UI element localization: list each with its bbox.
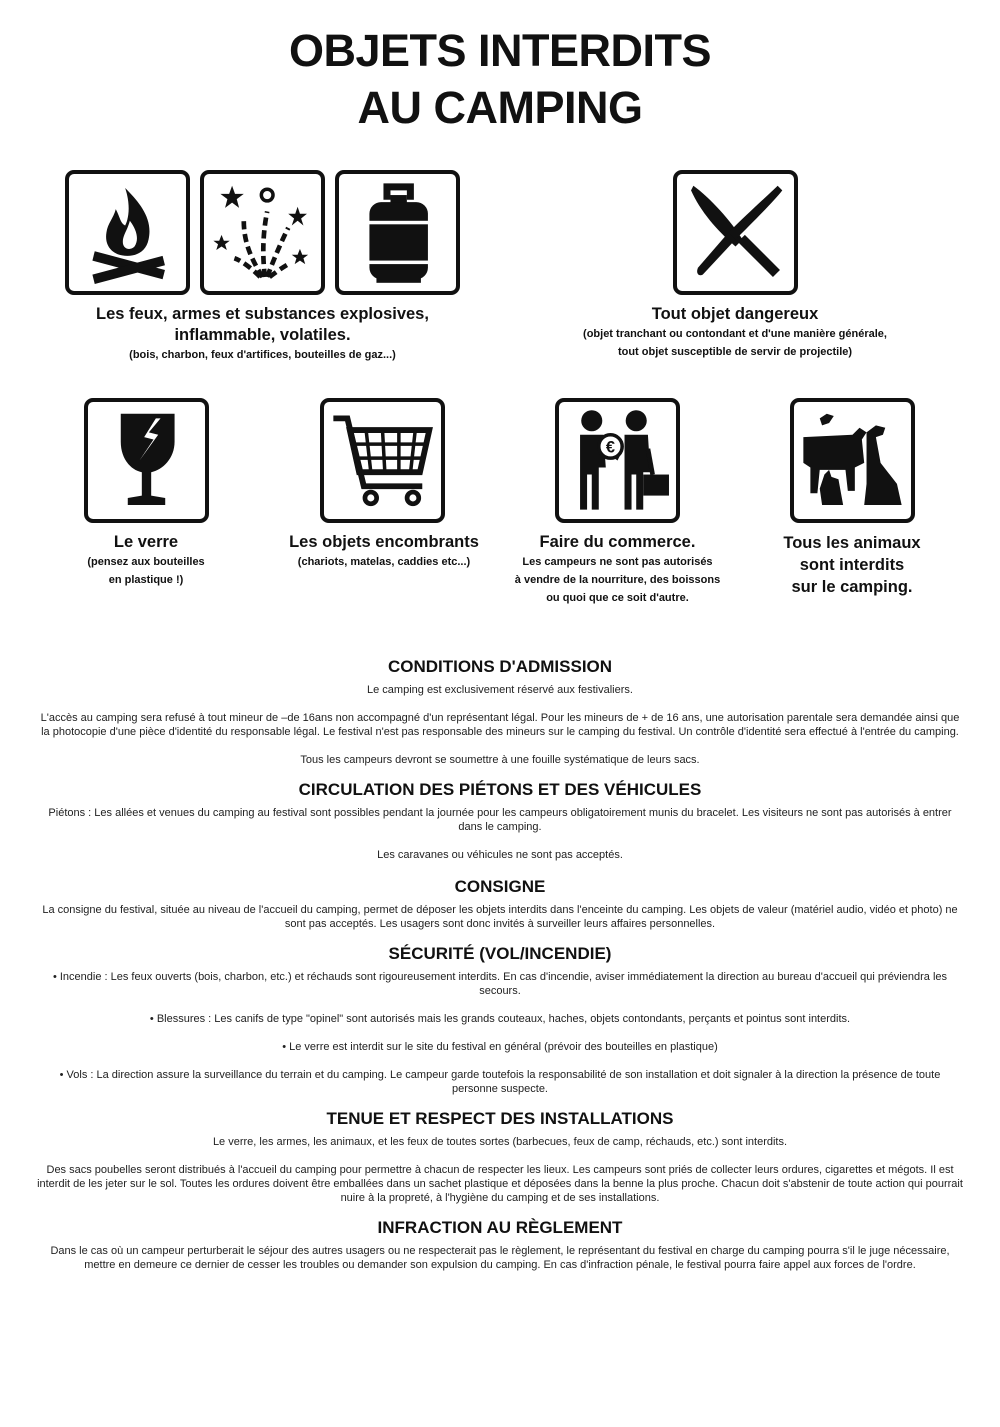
caption-feux [40, 304, 485, 364]
caption-commerce-sub3: ou quoi que ce soit d'autre. [546, 592, 689, 604]
gas-bottle-icon [335, 170, 460, 295]
caption-verre-sub1: (pensez aux bouteilles [87, 556, 205, 568]
caption-encombrants-sub: (chariots, matelas, caddies etc...) [297, 556, 471, 568]
shopping-cart-icon [320, 398, 445, 523]
caption-dangereux [535, 304, 935, 361]
caption-commerce [495, 532, 740, 607]
caption-dangereux-title: Tout objet dangereux [651, 305, 819, 323]
admission-p1: Le camping est exclusivement réservé aux festivaliers. [367, 684, 633, 696]
section-heading-securite: SÉCURITÉ (VOL/INCENDIE) [388, 944, 612, 963]
page-title [0, 22, 1000, 136]
caption-animaux-line2: sont interdits [799, 556, 905, 574]
caption-dangereux-sub1: (objet tranchant ou contondant et d'une manière générale, [583, 328, 887, 340]
caption-encombrants-title: Les objets encombrants [289, 533, 479, 551]
tenue-p1: Le verre, les armes, les animaux, et les feux de toutes sortes (barbecues, feux de camp, réchauds, etc.) sont interdits. [212, 1136, 788, 1148]
securite-p1: • Incendie : Les feux ouverts (bois, charbon, etc.) et réchauds sont rigoureusement interdits. En cas d'incendie, aviser immédiatement la direction au bureau d'accueil qui préviendra les secours. [52, 971, 948, 997]
section-heading-circulation: CIRCULATION DES PIÉTONS ET DES VÉHICULES [298, 780, 702, 799]
section-heading-consigne: CONSIGNE [454, 877, 546, 896]
caption-encombrants [264, 532, 504, 571]
caption-commerce-sub1: Les campeurs ne sont pas autorisés [522, 556, 713, 568]
caption-verre-sub2: en plastique !) [108, 574, 184, 586]
caption-animaux-line3: sur le camping. [791, 578, 913, 596]
page-title-line2: AU CAMPING [357, 82, 643, 133]
section-heading-tenue: TENUE ET RESPECT DES INSTALLATIONS [326, 1109, 674, 1128]
caption-animaux-line1: Tous les animaux [783, 534, 921, 552]
circulation-p1: Piétons : Les allées et venues du camping au festival sont possibles pendant la journée pour les campeurs obligatoirement munis du bracelet. Les visiteurs ne sont pas autorisés à entrer dans le camping. [48, 807, 952, 833]
consigne-p1: La consigne du festival, située au niveau de l'accueil du camping, permet de déposer les objets interdits dans l'enceinte du camping. Les objets de valeur (matériel audio, vidéo et photo) ne sont pas acceptés. Les usagers sont donc invités à surveiller leurs affaires personnelles. [42, 904, 958, 930]
fireworks-icon [200, 170, 325, 295]
caption-feux-sub: (bois, charbon, feux d'artifices, bouteilles de gaz...) [129, 349, 396, 361]
securite-p4: • Vols : La direction assure la surveillance du terrain et du camping. Le campeur garde toutefois la responsabilité de son installation et doit signaler à la direction la présence de toute personne suspecte. [59, 1069, 941, 1095]
page-title-line1: OBJETS INTERDITS [288, 25, 712, 76]
caption-animaux [752, 532, 952, 598]
infraction-p1: Dans le cas où un campeur perturberait le séjour des autres usagers ou ne respecterait pas le règlement, le représentant du festival en charge du camping pourra s'il le juge nécessaire, mettre en demeure ce dernier de cesser les troubles ou demander son expulsion du camping. En cas d'infraction pénale, le festival pourra faire appel aux forces de l'ordre. [50, 1245, 950, 1271]
commerce-icon [555, 398, 680, 523]
fire-icon [65, 170, 190, 295]
section-heading-admission: CONDITIONS D'ADMISSION [387, 657, 613, 676]
caption-commerce-sub2: à vendre de la nourriture, des boissons [514, 574, 721, 586]
admission-p3: Tous les campeurs devront se soumettre à une fouille systématique de leurs sacs. [300, 754, 700, 766]
tenue-p2: Des sacs poubelles seront distribués à l'accueil du camping pour permettre à chacun de respecter les lieux. Les campeurs sont priés de collecter leurs ordures, cigarettes et mégots. Il est interdit de les jeter sur le sol. Toutes les ordures doivent être emballées dans un sachet plastique et déposées dans la benne la plus proche. Chacun doit s'abstenir de toute action qui pourrait nuire à la propreté, à l'hygiène du camping et de ses installations. [37, 1164, 963, 1204]
knife-bat-icon [673, 170, 798, 295]
section-heading-infraction: INFRACTION AU RÈGLEMENT [377, 1218, 623, 1237]
securite-p2: • Blessures : Les canifs de type "opinel" sont autorisés mais les grands couteaux, haches, objets contondants, perçants et pointus sont interdits. [149, 1013, 851, 1025]
broken-glass-icon [84, 398, 209, 523]
animals-icon [790, 398, 915, 523]
admission-p2: L'accès au camping sera refusé à tout mineur de –de 16ans non accompagné d'un représentant légal. Pour les mineurs de + de 16 ans, une autorisation parentale sera demandée ainsi que la photocopie d'une pièce d'identité du responsable légal. Le festival n'est pas responsable des mineurs sur le camping du festival. Un contrôle d'identité sera effectué à l'entrée du camping. [40, 712, 960, 738]
rules-body [36, 655, 964, 1272]
circulation-p2: Les caravanes ou véhicules ne sont pas acceptés. [377, 849, 623, 861]
caption-verre [46, 532, 246, 589]
svg-text:€: € [605, 438, 616, 457]
caption-verre-title: Le verre [113, 533, 179, 551]
caption-feux-line1: Les feux, armes et substances explosives, [96, 305, 429, 323]
caption-feux-line2: inflammable, volatiles. [174, 326, 351, 344]
caption-commerce-title: Faire du commerce. [539, 533, 696, 551]
securite-p3: • Le verre est interdit sur le site du festival en général (prévoir des bouteilles en plastique) [282, 1041, 718, 1053]
caption-dangereux-sub2: tout objet susceptible de servir de projectile) [617, 346, 853, 358]
